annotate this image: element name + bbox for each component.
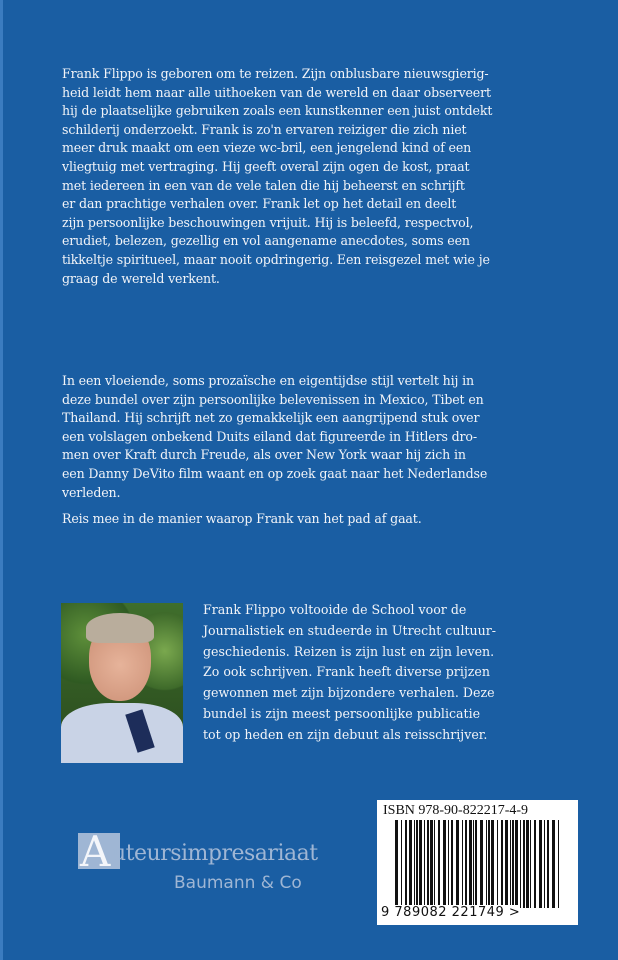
- blurb-paragraph-3: [62, 510, 422, 529]
- text-line: graag de wereld verkent.: [62, 270, 220, 286]
- text-line: meer druk maakt om een vieze wc-bril, een jengelend kind of een: [62, 140, 472, 156]
- barcode-bar: [456, 820, 459, 908]
- barcode-bar: [401, 820, 402, 908]
- publisher-subtitle: Baumann & Co: [174, 873, 302, 893]
- text-line: Frank Flippo voltooide de School voor de: [203, 602, 467, 617]
- barcode-bar: [547, 820, 549, 908]
- barcode-bar: [486, 820, 487, 908]
- text-line: erudiet, belezen, gezellig en vol aangename anecdotes, soms een: [62, 233, 470, 249]
- barcode-bar: [419, 820, 422, 908]
- barcode-bar: [405, 820, 407, 908]
- text-line: Thailand. Hij schrijft net zo gemakkelijk een aangrijpend stuk over: [62, 410, 480, 426]
- text-line: Journalistiek en studeerde in Utrecht cultuur-: [203, 622, 497, 638]
- barcode-bar: [544, 820, 545, 908]
- text-line: tot op heden en zijn debuut als reisschrijver.: [203, 726, 488, 742]
- barcode-bar: [395, 820, 398, 908]
- barcode-bar: [512, 820, 514, 908]
- text-line: tikkeltje spiritueel, maar nooit opdringerig. Een reisgezel met wie je: [62, 251, 490, 267]
- text-line: zijn persoonlijke beschouwingen vrijuit. Hij is beleefd, respectvol,: [62, 214, 474, 230]
- text-line: Zo ook schrijven. Frank heeft diverse prijzen: [203, 664, 490, 680]
- blurb-paragraph-2: [62, 372, 487, 502]
- barcode-bar: [526, 820, 529, 908]
- blurb-paragraph-1: [62, 65, 492, 288]
- publisher-name: uteursimpresariaat: [112, 841, 318, 866]
- text-line: er dan prachtige verhalen over. Frank let op het detail en deelt: [62, 196, 457, 212]
- barcode-bar: [451, 820, 453, 908]
- text-line: schilderij onderzoekt. Frank is zo'n ervaren reiziger die zich niet: [62, 121, 467, 137]
- barcode-bar: [480, 820, 483, 908]
- barcode-bar: [434, 820, 435, 908]
- barcode-bar: [424, 820, 425, 908]
- text-line: verleden.: [62, 484, 121, 500]
- text-line: In een vloeiende, soms prozaïsche en eigentijdse stijl vertelt hij in: [62, 373, 474, 388]
- barcode-bar: [465, 820, 467, 908]
- isbn-barcode: [377, 800, 578, 925]
- barcode-bar: [515, 820, 518, 908]
- text-line: met iedereen in een van de vele talen die hij beheerst en schrijft: [62, 177, 465, 193]
- barcode-bar: [539, 820, 542, 908]
- publisher-initial: A: [80, 827, 111, 876]
- text-line: Reis mee in de manier waarop Frank van het pad af gaat.: [62, 511, 422, 526]
- barcode-bar: [462, 820, 463, 908]
- barcode-bar: [427, 820, 429, 908]
- barcode-bar: [416, 820, 418, 908]
- barcode-bar: [534, 820, 536, 908]
- barcode-bar: [523, 820, 525, 908]
- barcode-bar: [491, 820, 494, 908]
- barcode-bar: [409, 820, 412, 908]
- text-line: men over Kraft durch Freude, als over New York waar hij zich in: [62, 447, 466, 463]
- barcode-bar: [501, 820, 503, 908]
- barcode-bar: [552, 820, 555, 908]
- barcode-bar: [473, 820, 474, 908]
- barcode-bar: [469, 820, 472, 908]
- barcode-bar: [430, 820, 433, 908]
- barcode-bar: [488, 820, 490, 908]
- text-line: vliegtuig met vertraging. Hij geeft overal zijn ogen de kost, praat: [62, 158, 470, 174]
- barcode-bar: [475, 820, 477, 908]
- barcode-bars: [395, 820, 560, 908]
- text-line: bundel is zijn meest persoonlijke publicatie: [203, 705, 481, 721]
- text-line: hij de plaatselijke gebruiken zoals een kunstkenner een juist ontdekt: [62, 103, 493, 119]
- text-line: heid leidt hem naar alle uithoeken van de wereld en daar observeert: [62, 84, 491, 100]
- text-line: geschiedenis. Reizen is zijn lust en zijn leven.: [203, 643, 495, 659]
- text-line: deze bundel over zijn persoonlijke belevenissen in Mexico, Tibet en: [62, 391, 484, 407]
- barcode-bar: [414, 820, 415, 908]
- author-bio: [203, 600, 496, 746]
- text-line: een volslagen onbekend Duits eiland dat figureerde in Hitlers dro-: [62, 428, 477, 444]
- barcode-bar: [520, 820, 521, 908]
- ean-digits: 9 789082 221749 >: [381, 905, 521, 920]
- cover-edge: [0, 0, 3, 960]
- barcode-bar: [558, 820, 559, 908]
- barcode-bar: [448, 820, 449, 908]
- barcode-bar: [438, 820, 440, 908]
- text-line: een Danny DeVito film waant en op zoek gaat naar het Nederlandse: [62, 465, 488, 481]
- barcode-bar: [497, 820, 498, 908]
- text-line: Frank Flippo is geboren om te reizen. Zijn onblusbare nieuwsgierig-: [62, 66, 489, 81]
- isbn-label: ISBN 978-90-822217-4-9: [383, 803, 529, 818]
- author-photo: [61, 603, 183, 763]
- barcode-bar: [530, 820, 531, 908]
- barcode-bar: [443, 820, 446, 908]
- barcode-bar: [510, 820, 511, 908]
- text-line: gewonnen met zijn bijzondere verhalen. Deze: [203, 685, 495, 701]
- barcode-bar: [505, 820, 508, 908]
